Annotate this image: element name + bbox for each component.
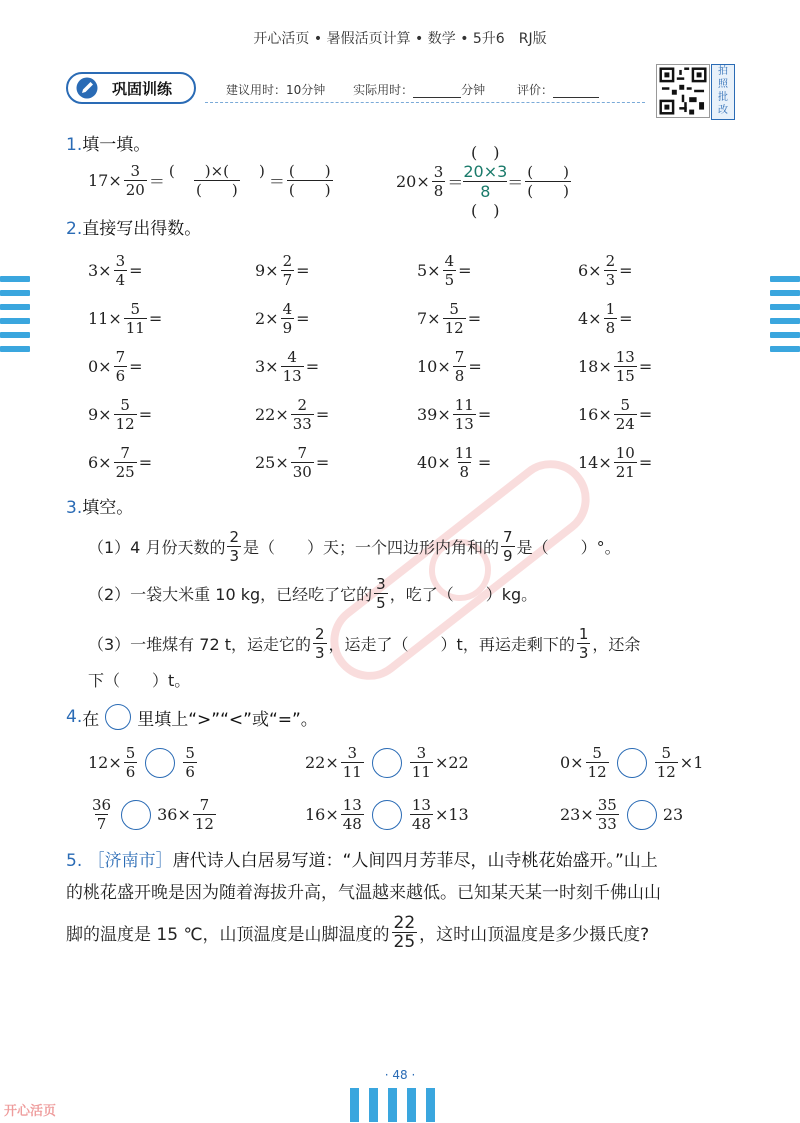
whole-number: 11× [88,309,122,328]
suggested-time: 建议用时：10分钟 [226,83,326,97]
fraction [291,396,314,433]
numerator: 7 [503,528,513,546]
q2-item[interactable] [578,444,652,481]
section-badge-title: 巩固训练 [112,79,173,98]
handwritten-answer[interactable] [463,143,507,220]
numerator: 4 [287,348,297,366]
fraction [227,528,241,565]
right-tail: ×22 [434,753,469,772]
fraction [443,300,466,337]
q5-line-3 [66,914,649,951]
denominator: 11 [411,763,431,781]
left-whole: 0× [560,753,584,772]
whole-number: 40× [417,453,451,472]
equals-sign: = [138,453,153,472]
text: 是（ ）°。 [516,538,621,557]
q4-comparison [560,744,703,781]
numerator-blank: ( ) [527,162,570,181]
text: （3）一堆煤有 72 t，运走它的 [88,635,311,654]
denominator-blank: ( ) [527,181,570,200]
denominator: 4 [115,271,126,289]
q2-item[interactable] [255,444,329,481]
denominator: 8 [605,319,616,337]
whole-number: 0× [88,357,112,376]
left-whole: 22× [305,753,339,772]
fraction [124,300,147,337]
question-title: 在 [82,709,100,730]
numerator: 2 [297,396,308,414]
equals-sign: = [129,261,143,280]
fraction [453,348,467,385]
whole-number: 7× [417,309,441,328]
fraction [114,444,137,481]
compare-circle-input[interactable] [121,800,151,830]
numerator: 35 [597,796,617,814]
fraction [604,300,618,337]
denominator: 12 [444,319,464,337]
denominator: 20 [125,181,145,199]
question-title: 填一填。 [82,135,151,155]
minute-label: 分钟 [461,83,486,97]
denominator: 33 [292,415,312,433]
equals-sign: = [638,405,653,424]
equals-sign: = [638,357,653,376]
equals-sign: = [129,357,143,376]
whole-number: 14× [578,453,612,472]
equals-sign: = [477,453,492,472]
right-tail: ×13 [434,805,469,824]
qr-code-icon[interactable] [656,64,710,118]
denominator: 11 [125,319,145,337]
numerator: 5 [620,396,631,414]
numerator-blank: ( ) [288,162,331,180]
numerator: 10 [615,444,635,462]
qr-side-char: 改 [718,105,728,116]
q2-item[interactable] [417,444,491,481]
numerator: 11 [454,444,474,462]
equals-sign: = [305,357,320,376]
denominator: 12 [656,763,676,781]
numerator: 7 [454,348,465,366]
denominator: 8 [459,463,470,481]
equals-sign: = [477,405,492,424]
fraction [313,625,327,662]
numerator: 2 [605,252,616,270]
whole-number: 3× [255,357,279,376]
q2-item[interactable] [417,348,482,385]
fraction [124,744,138,781]
whole-number: 3× [88,261,112,280]
numerator: 5 [120,396,130,414]
denominator: 48 [411,815,431,833]
q1-expression-b: 20× $\frac{3}{8}$ ＝ ( ) 20×3 8 ( ) ＝ $\frac{( )}{( )}$ [396,142,570,220]
denominator: 6 [125,763,136,781]
question-title: 里填上“>”“<”或“=”。 [137,709,318,730]
left-whole: 23× [560,805,594,824]
region-tag: ［济南市］ [87,851,173,871]
question-number: 1. [66,135,83,155]
text: （2）一袋大米重 10 kg，已经吃了它的 [88,585,373,604]
denominator: 3 [315,644,325,662]
right-whole: 36× [157,805,191,824]
equals-sign: = [138,405,153,424]
numerator: 2 [229,528,239,546]
paren-blank: ( ) [471,200,500,220]
q2-item[interactable] [88,396,152,433]
q2-item[interactable] [255,396,329,433]
text: 是（ ）天；一个四边形内角和的 [243,538,500,557]
fraction [124,162,147,199]
fraction [291,444,314,481]
q2-item[interactable] [578,396,652,433]
denominator: 5 [444,271,455,289]
timing-info [226,81,599,98]
brand-logo: 开心活页 [4,1104,57,1119]
equals-sign: = [315,405,330,424]
q1-expression-a: 17× $\frac{3}{20}$ ＝ $\frac{( )\times( )}{( )}$ ＝ $\frac{( )}{( )}$ [88,162,331,199]
numerator-blank: ( )×( ) [168,162,265,180]
whole-number: 5× [417,261,441,280]
question-number: 3. [66,498,83,518]
denominator-blank: ( ) [196,181,238,199]
fraction [586,744,609,781]
whole-number: 39× [417,405,451,424]
whole-number: 9× [255,261,279,280]
q4-comparison [560,796,683,833]
right-edge-tabs [770,276,800,360]
page-number: · 48 · [384,1068,416,1082]
numerator: 3 [130,162,141,180]
denominator: 9 [503,547,513,565]
fraction [614,348,637,385]
text: ，还余 [592,635,641,654]
denominator: 3 [229,547,239,565]
numerator: 13 [615,348,635,366]
denominator: 3 [578,644,589,662]
fraction [193,796,216,833]
whole-number: 9× [88,405,112,424]
numerator: 3 [376,575,386,593]
numerator: 3 [115,252,126,270]
actual-time-blank[interactable] [413,97,461,98]
question-number: 2. [66,219,83,239]
answer-fraction-1[interactable] [167,162,267,199]
denominator: 8 [454,367,465,385]
fraction [341,744,364,781]
fraction [604,252,618,289]
header-divider [205,102,645,103]
q2-item[interactable] [255,300,310,337]
fraction [453,444,476,481]
q2-item[interactable] [578,300,633,337]
question-number: 5. [66,851,83,871]
numerator: 36 [92,796,112,814]
denominator: 33 [597,815,617,833]
denominator: 5 [376,594,386,612]
question-number: 4. [66,707,83,727]
text: （1）4 月份天数的 [88,538,226,557]
left-whole: 16× [305,805,339,824]
fraction [443,252,457,289]
denominator: 15 [615,367,635,385]
fraction [614,396,637,433]
equals-sign: = [148,309,163,328]
fraction [374,575,388,612]
fraction [114,348,128,385]
denominator: 25 [393,932,416,952]
compare-circle-input[interactable] [627,800,657,830]
circle-symbol-icon [105,704,131,730]
page-header-title: 开心活页 • 暑假活页计算 • 数学 • 5升6 RJ版 [253,31,547,47]
section-badge [66,72,196,104]
equals-sign: = [315,453,330,472]
answer-fraction[interactable] [525,163,571,200]
q2-item[interactable] [88,300,162,337]
q4-comparison [305,796,469,833]
numerator: 5 [661,744,671,762]
numerator: 5 [449,300,459,318]
numerator: 5 [130,300,141,318]
handwritten-numerator: 20×3 [463,161,508,181]
fraction [410,796,433,833]
numerator: 13 [411,796,431,814]
q2-item[interactable] [417,252,472,289]
paren-blank: ( ) [471,142,500,162]
numerator: 5 [125,744,136,762]
q2-item[interactable] [88,348,143,385]
text: 的桃花盛开晚是因为随着海拔升高，气温越来越低。已知某天某一时刻千佛山山 [66,883,661,903]
q3-part-1 [88,528,621,565]
numerator: 2 [315,625,325,643]
denominator: 12 [194,815,214,833]
question-1-heading [66,130,150,155]
numerator: 3 [433,162,444,181]
denominator: 6 [185,763,195,781]
question-3-heading [66,493,133,518]
text: 脚的温度是 15 ℃，山顶温度是山脚温度的 [66,925,390,945]
denominator: 24 [615,415,635,433]
actual-time-label: 实际用时： [353,83,414,97]
bottom-decoration-bars [350,1088,435,1122]
fraction [655,744,678,781]
q5-line-2 [66,878,661,903]
numerator: 3 [347,744,358,762]
fraction [453,396,476,433]
q2-item[interactable] [88,252,143,289]
qr-side-char: 拍 [718,66,728,77]
denominator: 11 [342,763,362,781]
right-tail: 23 [662,805,684,824]
section-topbar [66,72,646,106]
fraction [614,444,637,481]
compare-circle-input[interactable] [617,748,647,778]
q4-comparison [305,744,469,781]
denominator: 12 [587,763,607,781]
right-tail: ×1 [679,753,704,772]
numerator: 4 [282,300,293,318]
denominator: 7 [96,815,107,833]
pencil-icon [76,77,98,99]
fraction [183,744,197,781]
evaluation-blank[interactable] [553,97,599,98]
whole-number: 6× [578,261,602,280]
denominator-blank: ( ) [288,181,331,199]
q2-item[interactable] [255,348,319,385]
question-4-heading [66,704,318,730]
denominator: 13 [454,415,474,433]
text: ，吃了（ ）kg。 [389,585,538,604]
q4-comparison [88,796,218,833]
fraction [596,796,619,833]
equals-sign: = [296,261,310,280]
q2-item[interactable] [417,300,481,337]
numerator: 1 [605,300,616,318]
fraction [501,528,515,565]
fraction [577,625,591,662]
denominator: 7 [282,271,293,289]
denominator: 30 [292,463,312,481]
numerator: 22 [393,913,416,933]
qr-side-char: 批 [718,92,728,103]
fraction [281,348,304,385]
whole-number: 22× [255,405,289,424]
numerator: 7 [199,796,210,814]
numerator: 1 [578,625,589,643]
equals-sign: = [458,261,472,280]
left-edge-tabs [0,276,30,360]
qr-side-char: 照 [718,79,728,90]
fraction [114,396,137,433]
question-2-heading [66,214,201,239]
answer-fraction-2[interactable] [287,162,333,199]
numerator: 7 [120,444,130,462]
denominator: 9 [282,319,293,337]
fraction [432,163,446,200]
question-5 [66,843,746,879]
text: ，这时山顶温度是多少摄氏度? [419,925,650,945]
equals-sign: = [619,309,633,328]
numerator: 5 [185,744,195,762]
fraction [90,796,113,833]
whole-number: 20× [396,171,430,191]
equals-sign: = [468,357,482,376]
numerator: 5 [592,744,602,762]
whole-number: 25× [255,453,289,472]
whole-number: 2× [255,309,279,328]
whole-number: 4× [578,309,602,328]
denominator: 13 [282,367,302,385]
q3-part-3 [88,625,640,662]
numerator: 7 [115,348,126,366]
fraction [392,914,418,951]
question-title: 直接写出得数。 [82,219,202,239]
fraction [281,252,295,289]
photo-grading-label [711,64,735,120]
whole-number: 6× [88,453,112,472]
numerator: 4 [444,252,455,270]
equals-sign: = [296,309,310,328]
q3-part-2 [88,575,537,612]
equals-sign: = [467,309,482,328]
fraction [114,252,128,289]
denominator: 8 [433,181,444,200]
denominator: 12 [115,415,135,433]
equals-sign: = [638,453,653,472]
q2-item[interactable] [255,252,310,289]
q2-item[interactable] [578,348,652,385]
evaluation-label: 评价： [516,83,553,97]
q2-item[interactable] [578,252,633,289]
whole-number: 16× [578,405,612,424]
numerator: 7 [297,444,308,462]
compare-circle-input[interactable] [372,748,402,778]
compare-circle-input[interactable] [145,748,175,778]
denominator: 25 [115,463,135,481]
text: 唐代诗人白居易写道：“人间四月芳菲尽，山寺桃花始盛开。”山上 [172,851,658,871]
numerator: 2 [282,252,293,270]
denominator: 48 [342,815,362,833]
q2-item[interactable] [417,396,491,433]
numerator: 11 [454,396,474,414]
denominator: 21 [615,463,635,481]
whole-number: 10× [417,357,451,376]
q3-part-3-cont [88,668,190,691]
fraction [341,796,364,833]
compare-circle-input[interactable] [372,800,402,830]
numerator: 13 [342,796,362,814]
denominator: 6 [115,367,126,385]
denominator: 3 [605,271,616,289]
whole-number: 18× [578,357,612,376]
handwritten-denominator: 8 [480,181,491,201]
q4-comparison [88,744,199,781]
left-whole: 12× [88,753,122,772]
question-title: 填空。 [82,498,134,518]
fraction [281,300,295,337]
text: 下（ ）t。 [88,671,191,690]
numerator: 3 [416,744,427,762]
fraction [410,744,433,781]
equals-sign: = [619,261,633,280]
whole-number: 17× [88,171,122,190]
text: ，运走了（ ）t，再运走剩下的 [328,635,575,654]
q2-item[interactable] [88,444,152,481]
